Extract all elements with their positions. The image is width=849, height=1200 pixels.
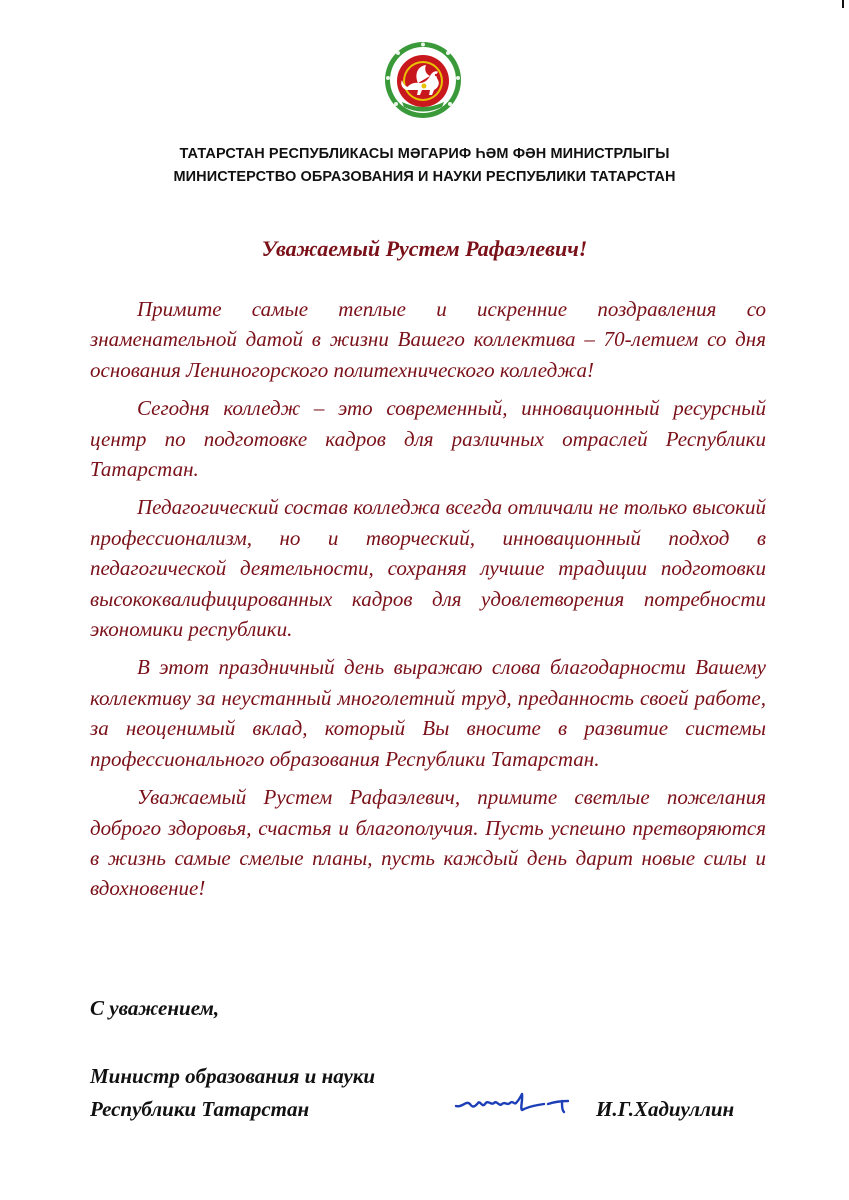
ministry-name-tatar: ТАТАРСТАН РЕСПУБЛИКАСЫ МӘГАРИФ ҺӘМ ФӘН МИНИСТРЛЫГЫ <box>179 146 670 162</box>
letter-paragraph: Педагогический состав колледжа всегда отличали не только высокий профессионализм, но и творческий, инновационный подход в педагогической деятельности, сохраняя лучшие традиции подготовки высококвалифицированных кадров для удовлетворения потребности экономики республики. <box>90 495 766 642</box>
scan-corner-mark <box>842 0 844 8</box>
letter-paragraph: Примите самые теплые и искренние поздравления со знаменательной датой в жизни Вашего коллектива – 70-летием со дня основания Лениногорского политехнического колледжа! <box>90 297 766 382</box>
signatory-position-line1: Министр образования и науки <box>90 1064 376 1088</box>
ministry-name-russian: МИНИСТЕРСТВО ОБРАЗОВАНИЯ И НАУКИ РЕСПУБЛИКИ ТАТАРСТАН <box>173 169 676 185</box>
letter-body <box>90 294 766 912</box>
tatarstan-coat-of-arms-icon <box>378 40 468 120</box>
letter-paragraph: Уважаемый Рустем Рафаэлевич, примите светлые пожелания доброго здоровья, счастья и благополучия. Пусть успешно претворяются в жизнь самые смелые планы, пусть каждый день дарит новые силы и вдохновение! <box>90 785 766 901</box>
salutation: Уважаемый Рустем Рафаэлевич! <box>261 236 588 261</box>
letter-paragraph: Сегодня колледж – это современный, инновационный ресурсный центр по подготовке кадров для различных отраслей Республики Татарстан. <box>90 396 766 482</box>
signatory-position-line2: Республики Татарстан <box>90 1097 310 1121</box>
handwritten-signature <box>452 1086 582 1120</box>
closing-regards: С уважением, <box>90 996 220 1020</box>
signatory-name: И.Г.Хадиуллин <box>596 1097 735 1121</box>
letter-paragraph: В этот праздничный день выражаю слова благодарности Вашему коллективу за неустанный многолетний труд, преданность своей работе, за неоценимый вклад, который Вы вносите в развитие системы профессионального образования Республики Татарстан. <box>90 655 766 771</box>
